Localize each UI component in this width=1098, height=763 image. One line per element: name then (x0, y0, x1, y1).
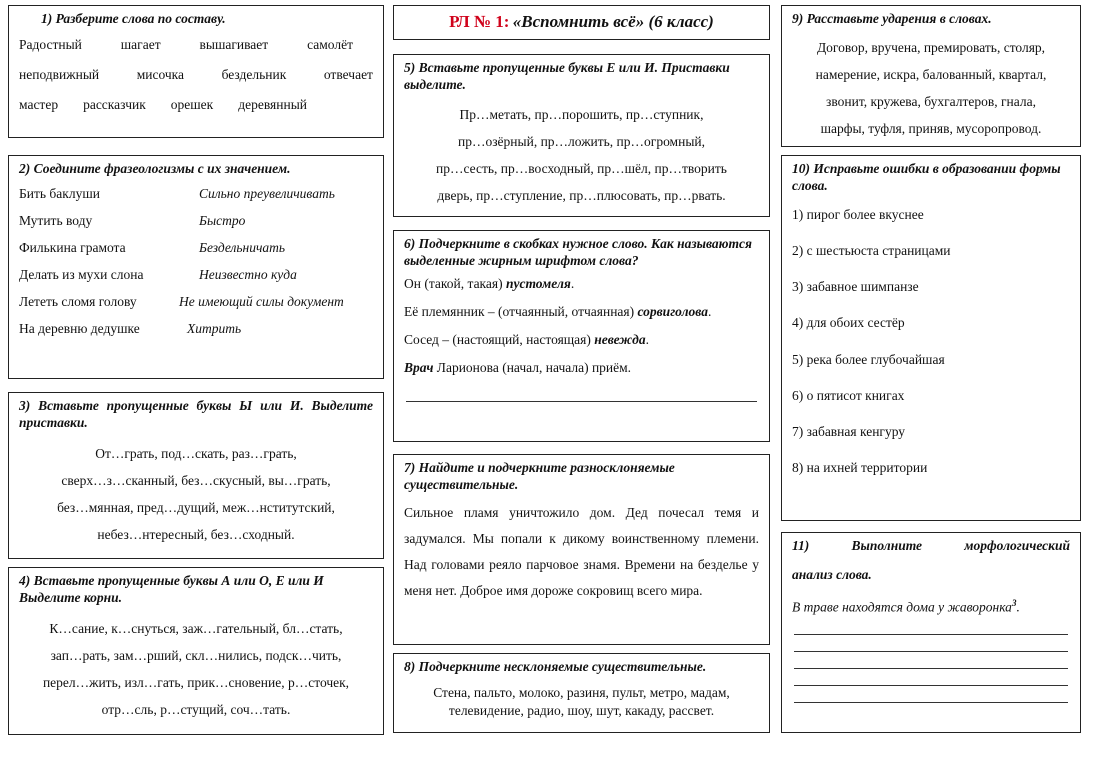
heading-word: Выполните (851, 538, 923, 553)
task11-box (781, 532, 1081, 733)
task9-line: Договор, вручена, премировать, столяр, (816, 39, 1046, 55)
task3-box (8, 392, 384, 559)
list-item: 5) река более глубочайшая (792, 351, 945, 367)
word: неподвижный (19, 67, 100, 83)
task3-heading-text: 3) Вставьте пропущенные буквы Ы или И. Выделите приставки. (19, 398, 373, 430)
pair-row (19, 321, 373, 337)
sentence-end: . (707, 303, 712, 319)
task1-row (19, 97, 373, 113)
task6-line (404, 276, 759, 292)
word: деревянный (238, 97, 308, 113)
page-title: «Вспомнить всё» (6 класс) (512, 12, 714, 31)
task5-heading: 5) Вставьте пропущенные буквы Е или И. Приставки выделите. (404, 60, 730, 92)
answer-line[interactable] (794, 638, 1068, 652)
phraseologism: На деревню дедушке (19, 320, 140, 336)
task1-row (19, 37, 373, 53)
task3-heading (19, 398, 373, 432)
task5-line: Пр…метать, пр…порошить, пр…ступник, (459, 106, 704, 122)
bold-word: пустомеля (505, 275, 571, 291)
task9-line: звонит, кружева, бухгалтеров, гнала, (826, 93, 1036, 109)
task-number: 11) (792, 538, 810, 553)
sentence-text: Сосед – (настоящий, настоящая) (404, 331, 595, 347)
list-item: 3) забавное шимпанзе (792, 279, 919, 295)
task9-heading: 9) Расставьте ударения в словах. (792, 11, 992, 26)
task4-box (8, 567, 384, 735)
answer-line[interactable] (794, 621, 1068, 635)
analysis-number: 3 (1011, 597, 1017, 608)
task2-heading: 2) Соедините фразеологизмы с их значением. (19, 161, 291, 176)
task5-line: пр…сесть, пр…восходный, пр…шёл, пр…творить (436, 160, 727, 176)
list-item: 4) для обоих сестёр (792, 315, 905, 331)
analysis-sentence (792, 598, 1070, 616)
task10-heading: 10) Исправьте ошибки в образовании формы слова. (792, 161, 1061, 193)
phraseologism: Мутить воду (19, 212, 93, 228)
task5-line: дверь, пр…ступление, пр…плюсовать, пр…рвать. (437, 187, 726, 203)
heading-word: морфологический (964, 538, 1070, 553)
task3-line: От…грать, под…скать, раз…грать, (95, 445, 297, 461)
task5-lines (404, 101, 759, 209)
task6-line (404, 332, 759, 348)
sentence-text: Её племянник – (отчаянный, отчаянная) (404, 303, 638, 319)
word: отвечает (323, 67, 373, 83)
task7-text: Сильное пламя уничтожило дом. Дед почесал темя и задумался. Мы попали к дикому воинственному племени. Над головами реяло парчовое знамя. Времени на безделье у меня нет. Доброе имя дороже сокровищ всего мира. (404, 504, 759, 598)
pair-row (19, 294, 373, 310)
word: орешек (170, 97, 214, 113)
task1-heading: 1) Разберите слова по составу. (41, 11, 226, 26)
task6-heading: 6) Подчеркните в скобках нужное слово. Как называются выделенные жирным шрифтом слова? (404, 236, 752, 268)
task9-lines (792, 34, 1070, 142)
task6-line (404, 360, 759, 376)
title-number: РЛ № 1: (449, 12, 510, 31)
meaning: Быстро (199, 212, 246, 228)
task8-box (393, 653, 770, 733)
meaning: Не имеющий силы документ (179, 293, 344, 309)
list-item: 2) с шестьюста страницами (792, 242, 951, 258)
meaning: Хитрить (187, 320, 242, 336)
task4-lines (19, 615, 373, 723)
list-item: 8) на ихней территории (792, 460, 928, 476)
task3-lines (19, 440, 373, 548)
phraseologism: Лететь сломя голову (19, 293, 137, 309)
task4-line: К…сание, к…снуться, заж…гательный, бл…стать, (49, 620, 343, 636)
task4-line: отр…сль, р…стущий, соч…тать. (101, 701, 291, 717)
task1-row (19, 67, 373, 83)
task1-box (8, 5, 384, 138)
word: рассказчик (83, 97, 146, 113)
task4-heading: 4) Вставьте пропущенные буквы А или О, Е или И Выделите корни. (19, 573, 324, 605)
word: Радостный (19, 36, 82, 52)
sentence-text: В траве находятся дома у жаворонка (792, 599, 1012, 615)
pair-row (19, 267, 373, 283)
task9-line: шарфы, туфля, приняв, мусоропровод. (820, 120, 1042, 136)
sentence-end: . (1016, 599, 1020, 615)
task5-box (393, 54, 770, 217)
task4-line: зап…рать, зам…рший, скл…нились, подск…чить, (50, 647, 342, 663)
task3-line: сверх…з…сканный, без…скусный, вы…грать, (61, 472, 331, 488)
task11-heading (792, 538, 1070, 555)
answer-line[interactable] (794, 689, 1068, 703)
task9-box (781, 5, 1081, 147)
title-box (393, 5, 770, 40)
pair-row (19, 240, 373, 256)
task3-line: небез…нтересный, без…сходный. (97, 526, 295, 542)
word: бездельник (221, 67, 287, 83)
task8-text: Стена, пальто, молоко, разиня, пульт, метро, мадам, телевидение, радио, шоу, шут, какаду, рассвет. (433, 684, 730, 718)
task6-line (404, 304, 759, 320)
task3-line: без…мянная, пред…дущий, меж…нститутский, (57, 499, 335, 515)
task9-line: намерение, искра, балованный, квартал, (815, 66, 1047, 82)
answer-line[interactable] (794, 655, 1068, 669)
phraseologism: Бить баклуши (19, 185, 100, 201)
word: самолёт (307, 36, 353, 52)
task11-heading-cont: анализ слова. (792, 566, 872, 582)
word: мисочка (136, 67, 184, 83)
task5-line: пр…озёрный, пр…ложить, пр…огромный, (458, 133, 705, 149)
sentence-text: Ларионова (начал, начала) приём. (433, 359, 632, 375)
answer-line[interactable] (406, 388, 757, 402)
task8-heading: 8) Подчеркните несклоняемые существительные. (404, 659, 707, 674)
pair-row (19, 186, 373, 202)
list-item: 7) забавная кенгуру (792, 423, 906, 439)
meaning: Неизвестно куда (199, 266, 297, 282)
task6-box (393, 230, 770, 442)
task2-box (8, 155, 384, 379)
meaning: Бездельничать (199, 239, 286, 255)
word: мастер (19, 97, 59, 113)
sentence-end: . (570, 275, 575, 291)
task10-box (781, 155, 1081, 521)
bold-word: невежда (594, 331, 646, 347)
word: вышагивает (199, 36, 269, 52)
pair-row (19, 213, 373, 229)
list-item: 6) о пятисот книгах (792, 387, 905, 403)
phraseologism: Делать из мухи слона (19, 266, 144, 282)
list-item: 1) пирог более вкуснее (792, 206, 924, 222)
task7-heading: 7) Найдите и подчеркните разносклоняемые существительные. (404, 460, 675, 492)
task4-line: перел…жить, изл…гать, прик…сновение, р…сточек, (42, 674, 350, 690)
word: шагает (120, 36, 161, 52)
task7-box (393, 454, 770, 645)
meaning: Сильно преувеличивать (199, 185, 335, 201)
bold-word: сорвиголова (637, 303, 708, 319)
phraseologism: Филькина грамота (19, 239, 126, 255)
answer-line[interactable] (794, 672, 1068, 686)
sentence-text: Он (такой, такая) (404, 275, 506, 291)
bold-word: Врач (404, 359, 434, 375)
sentence-end: . (645, 331, 649, 347)
